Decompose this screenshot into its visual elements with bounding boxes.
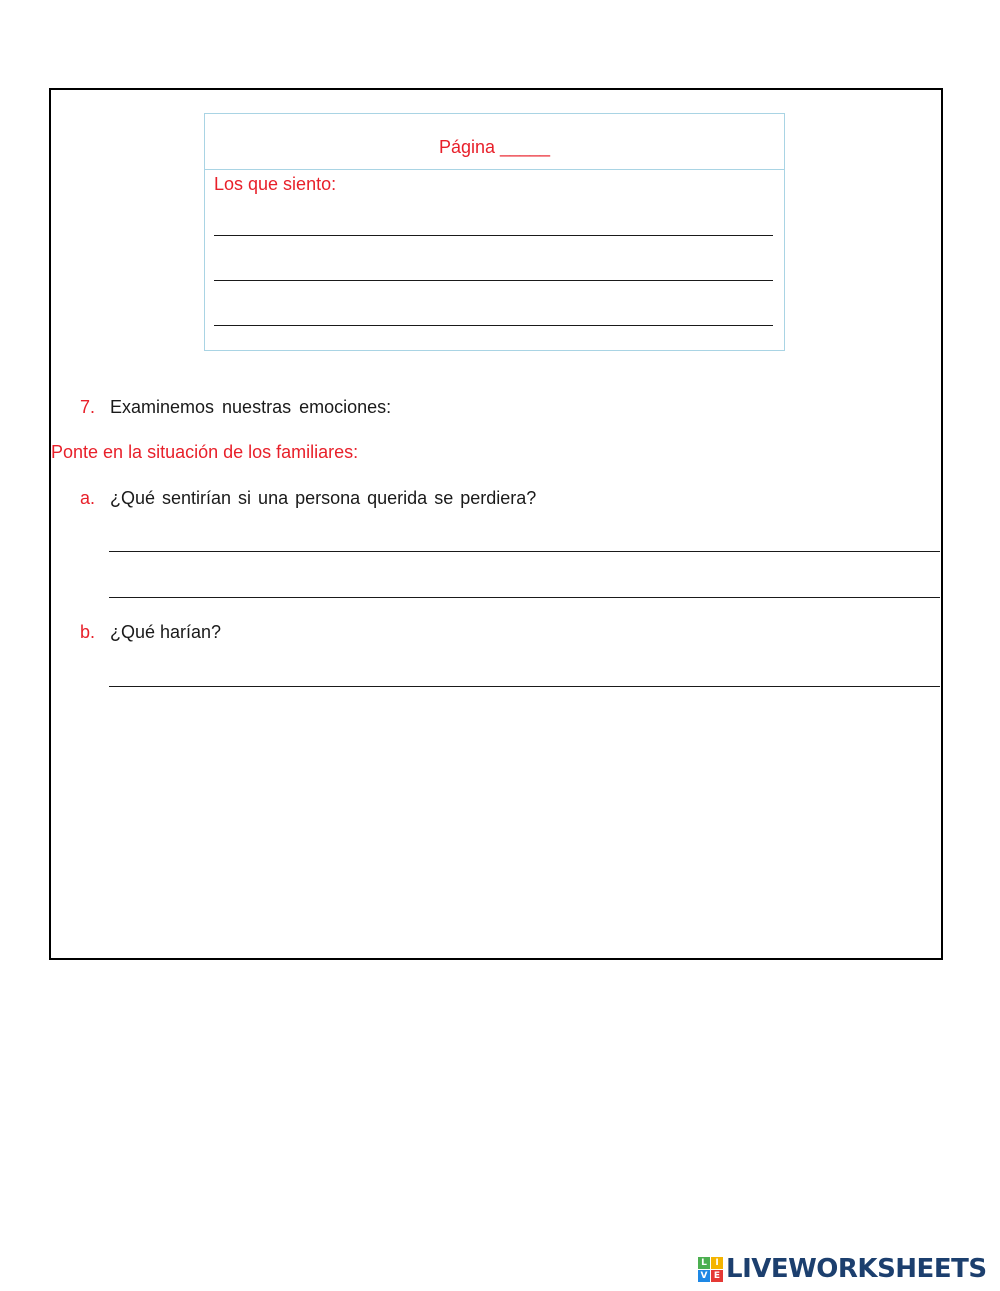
item-text-b: ¿Qué harían? <box>110 622 222 642</box>
answer-line-a1[interactable] <box>109 551 940 552</box>
question-text: Examinemos nuestras emociones: <box>110 397 392 417</box>
feelings-answer-line[interactable] <box>214 325 773 326</box>
page-number-label: Página _____ <box>438 137 551 157</box>
logo-text: LIVEWORKSHEETS <box>726 1254 987 1284</box>
instruction-text: Ponte en la situación de los familiares: <box>51 442 359 462</box>
item-text-a: ¿Qué sentirían si una persona querida se perdiera? <box>110 488 537 508</box>
liveworksheets-logo <box>698 1255 987 1283</box>
logo-block: V <box>698 1270 710 1282</box>
logo-block: L <box>698 1257 710 1269</box>
item-letter-b: b. <box>80 622 96 642</box>
answer-line-a2[interactable] <box>109 597 940 598</box>
logo-block: I <box>711 1257 723 1269</box>
logo-block: E <box>711 1270 723 1282</box>
feelings-label: Los que siento: <box>214 174 337 194</box>
answer-line-b1[interactable] <box>109 686 940 687</box>
feelings-answer-line[interactable] <box>214 235 773 236</box>
logo-blocks-icon <box>698 1257 723 1282</box>
page-box <box>204 113 785 351</box>
feelings-answer-line[interactable] <box>214 280 773 281</box>
item-letter-a: a. <box>80 488 96 508</box>
question-number: 7. <box>80 397 96 417</box>
page-box-header <box>205 114 784 170</box>
